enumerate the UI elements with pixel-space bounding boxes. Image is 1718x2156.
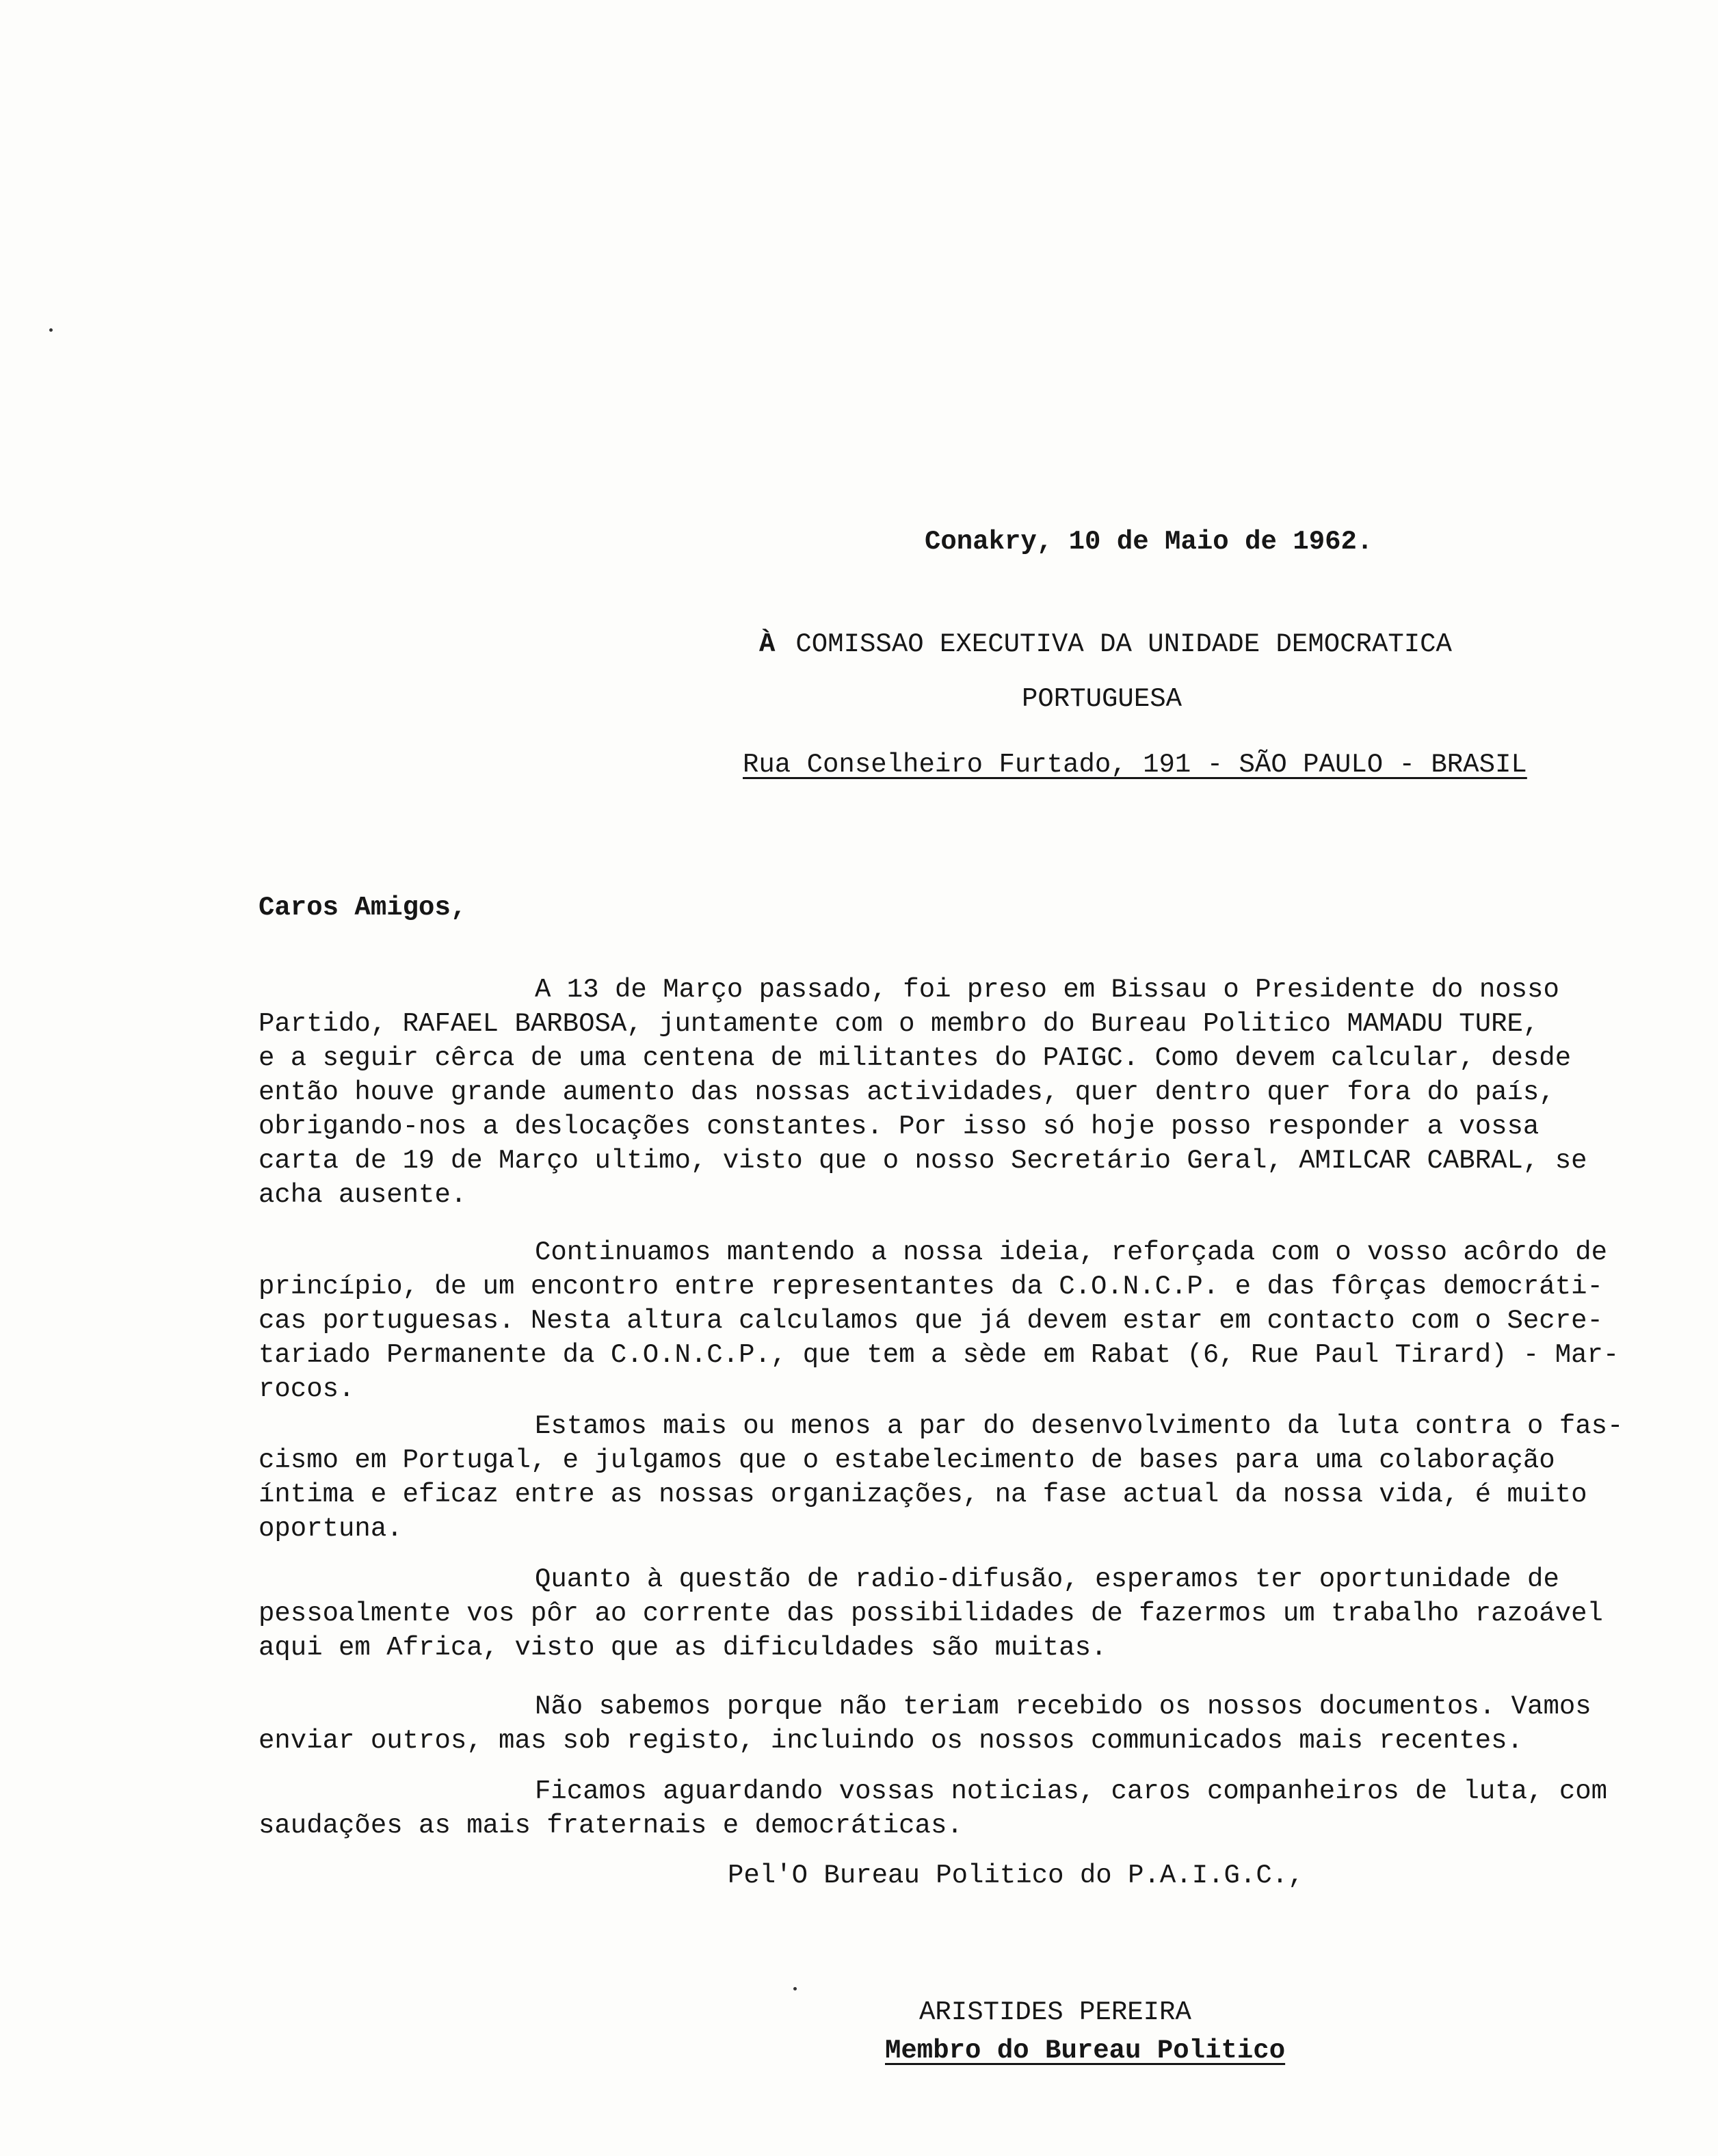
paragraph-line: acha ausente. (259, 1180, 467, 1210)
paragraph-line: Partido, RAFAEL BARBOSA, juntamente com o membro do Bureau Politico MAMADU TURE, (259, 1009, 1539, 1039)
recipient-address: Rua Conselheiro Furtado, 191 - SÃO PAULO - BRASIL (743, 750, 1527, 780)
paragraph-line: cismo em Portugal, e julgamos que o estabelecimento de bases para uma colaboração (259, 1445, 1555, 1475)
paragraph-line: Continuamos mantendo a nossa ideia, reforçada com o vosso acôrdo de (535, 1237, 1608, 1267)
signer-name: ARISTIDES PEREIRA (919, 1997, 1191, 2027)
paragraph-line: obrigando-nos a deslocações constantes. Por isso só hoje posso responder a vossa (259, 1112, 1539, 1142)
paragraph-line: rocos. (259, 1374, 355, 1404)
paper-speck (793, 1987, 797, 1990)
paragraph-line: Ficamos aguardando vossas noticias, caros companheiros de luta, com (535, 1776, 1608, 1806)
paragraph-line: e a seguir cêrca de uma centena de militantes do PAIGC. Como devem calcular, desde (259, 1043, 1572, 1073)
signer-role: Membro do Bureau Politico (885, 2036, 1286, 2066)
paragraph-1 (259, 973, 1620, 1212)
paragraph-line: carta de 19 de Março ultimo, visto que o nosso Secretário Geral, AMILCAR CABRAL, se (259, 1146, 1587, 1176)
closing-line: Pel'O Bureau Politico do P.A.I.G.C., (728, 1861, 1304, 1891)
recipient-line-1 (759, 629, 1452, 659)
recipient-name: COMISSAO EXECUTIVA DA UNIDADE DEMOCRATICA (795, 629, 1452, 659)
salutation: Caros Amigos, (259, 893, 467, 923)
paragraph-3 (259, 1409, 1624, 1546)
paragraph-line: oportuna. (259, 1514, 403, 1544)
paragraph-line: então houve grande aumento das nossas actividades, quer dentro quer fora do país, (259, 1077, 1555, 1107)
paragraph-line: Quanto à questão de radio-difusão, esperamos ter oportunidade de (535, 1564, 1559, 1594)
paragraph-5 (259, 1690, 1620, 1758)
paragraph-line: Não sabemos porque não teriam recebido os nossos documentos. Vamos (535, 1692, 1591, 1722)
paper-speck (49, 328, 53, 332)
paragraph-line: A 13 de Março passado, foi preso em Bissau o Presidente do nosso (535, 975, 1559, 1005)
paragraph-line: íntima e eficaz entre as nossas organizações, na fase actual da nossa vida, é muito (259, 1480, 1587, 1510)
paragraph-line: Estamos mais ou menos a par do desenvolvimento da luta contra o fas- (535, 1411, 1624, 1441)
paragraph-line: tariado Permanente da C.O.N.C.P., que tem a sède em Rabat (6, Rue Paul Tirard) - Mar- (259, 1340, 1620, 1370)
paragraph-line: saudações as mais fraternais e democráticas. (259, 1811, 963, 1841)
recipient-line-2: PORTUGUESA (1022, 684, 1182, 714)
paragraph-line: pessoalmente vos pôr ao corrente das possibilidades de fazermos um trabalho razoável (259, 1599, 1603, 1629)
recipient-prefix: À (759, 629, 776, 659)
letter-date: Conakry, 10 de Maio de 1962. (925, 527, 1373, 557)
paragraph-6 (259, 1774, 1620, 1843)
paragraph-line: enviar outros, mas sob registo, incluindo os nossos communicados mais recentes. (259, 1726, 1523, 1756)
paragraph-line: cas portuguesas. Nesta altura calculamos que já devem estar em contacto com o Secre- (259, 1306, 1603, 1336)
paragraph-2 (259, 1235, 1620, 1406)
paragraph-4 (259, 1562, 1620, 1665)
paragraph-line: aqui em Africa, visto que as dificuldades são muitas. (259, 1633, 1107, 1663)
paragraph-line: princípio, de um encontro entre representantes da C.O.N.C.P. e das fôrças democráti- (259, 1272, 1603, 1302)
